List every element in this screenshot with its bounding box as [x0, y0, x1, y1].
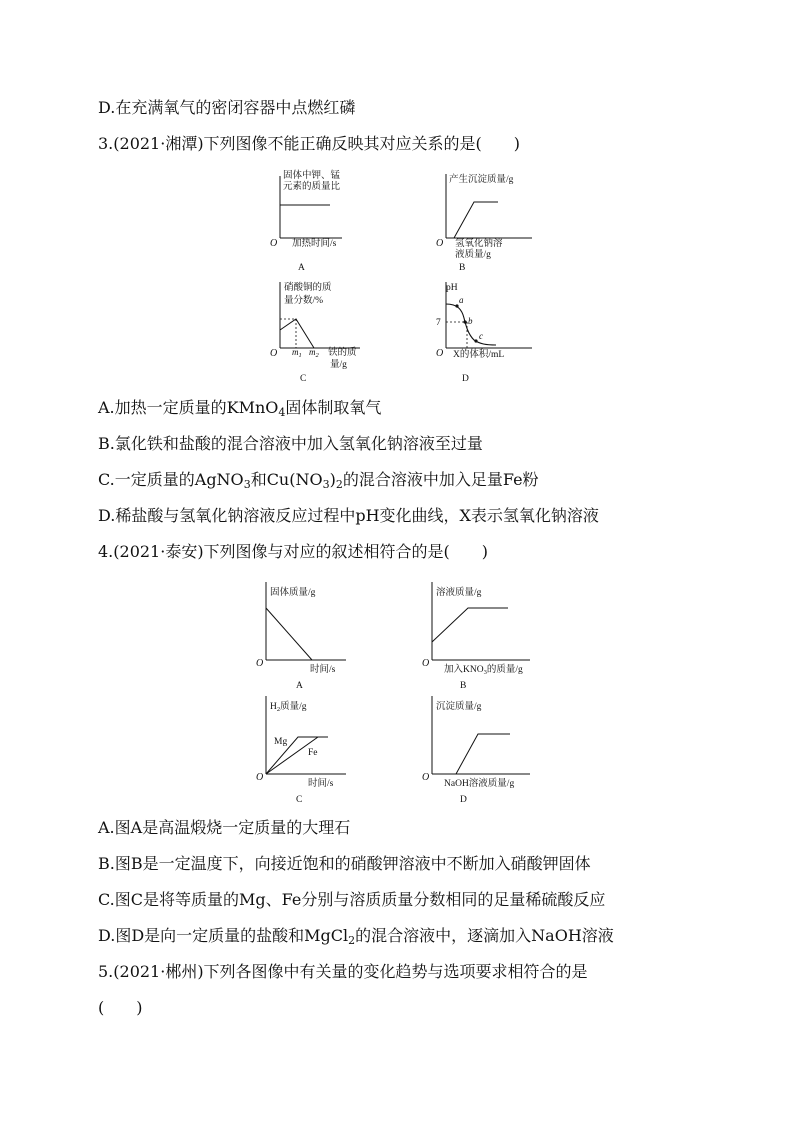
q3c-ylabel-2: 量分数/%	[284, 296, 324, 306]
q3d-letter: D	[462, 374, 469, 384]
q4-option-a: A.图A是高温煅烧一定质量的大理石	[98, 818, 351, 837]
question-5-blank: ( )	[98, 998, 143, 1017]
q3-option-b: B.氯化铁和盐酸的混合溶液中加入氢氧化钠溶液至过量	[98, 434, 483, 453]
q4-graph-d	[418, 692, 538, 804]
q4d-letter: D	[460, 795, 467, 804]
q3b-xlabel-2: 液质量/g	[455, 250, 491, 260]
q4b-xlabel-post: 的质量/g	[486, 665, 523, 675]
q4b-origin: O	[422, 658, 430, 669]
q4a-ylabel: 固体质量/g	[270, 588, 316, 598]
q4-option-b: B.图B是一定温度下，向接近饱和的硝酸钾溶液中不断加入硝酸钾固体	[98, 854, 591, 873]
q3-option-d: D.稀盐酸与氢氧化钠溶液反应过程中pH变化曲线，X表示氢氧化钠溶液	[98, 506, 599, 525]
q3c-m1: m	[292, 347, 299, 357]
q3d-point-c: c	[479, 331, 483, 341]
q3a-letter: A	[298, 263, 305, 273]
question-4-title: 4.(2021·泰安)下列图像与对应的叙述相符合的是( )	[98, 542, 489, 561]
q4d-ylabel: 沉淀质量/g	[436, 702, 482, 712]
q4b-ylabel: 溶液质量/g	[436, 588, 482, 598]
question-5-title: 5.(2021·郴州)下列各图像中有关量的变化趋势与选项要求相符合的是	[98, 962, 588, 981]
svg-text:m1	[292, 347, 302, 359]
q3-graph-d	[432, 278, 542, 388]
q4-graph-b	[418, 578, 538, 690]
q3d-ylabel: pH	[446, 283, 458, 293]
q4c-origin: O	[256, 772, 264, 783]
q3c-m1-sub: 1	[298, 352, 302, 359]
q3a-origin: O	[270, 238, 278, 249]
q3b-origin: O	[436, 238, 444, 249]
q4c-ylabel-sub: 2	[276, 706, 281, 713]
q3c-m2-sub: 2	[315, 352, 319, 359]
q4b-xlabel-sub: 3	[483, 669, 487, 676]
q3d-point-a: a	[459, 295, 464, 305]
q3c-xlabel-2: 量/g	[330, 360, 347, 370]
q3c-m2: m	[309, 347, 316, 357]
q4-option-d: D.图D是向一定质量的盐酸和MgCl$_2$的混合溶液中，逐滴加入NaOH溶液	[98, 926, 614, 947]
q3c-letter: C	[300, 374, 307, 384]
svg-text:m2	[309, 347, 320, 359]
q4c-fe-label: Fe	[308, 748, 318, 758]
q3c-ylabel-1: 硝酸铜的质	[284, 283, 332, 293]
q4b-letter: B	[460, 681, 467, 690]
q3d-tick-7: 7	[436, 318, 441, 328]
q3b-xlabel-1: 氢氧化钠溶	[455, 239, 503, 249]
option-d-line: D.在充满氧气的密闭容器中点燃红磷	[98, 98, 356, 117]
q3-graph-a	[260, 168, 350, 276]
q3c-xlabel-1: 铁的质	[328, 348, 357, 358]
q4c-ylabel-pre: H	[270, 702, 277, 712]
q3-option-a: A.加热一定质量的KMnO$_4$固体制取氧气	[98, 398, 382, 419]
q3d-xlabel: X的体积/mL	[453, 350, 505, 360]
q4-graph-c	[252, 692, 352, 804]
q3a-ylabel-2: 元素的质量比	[283, 182, 341, 192]
q3b-letter: B	[459, 263, 466, 273]
q3d-origin: O	[436, 348, 444, 359]
q3b-ylabel: 产生沉淀质量/g	[449, 175, 514, 185]
q4c-xlabel: 时间/s	[308, 779, 334, 789]
q3c-origin: O	[270, 348, 278, 359]
q3-option-c: C.一定质量的AgNO$_3$和$Cu(NO_3)_2$的混合溶液中加入足量Fe粉	[98, 470, 539, 491]
q3a-xlabel: 加热时间/s	[292, 239, 337, 249]
q4-option-c: C.图C是将等质量的Mg、Fe分别与溶质质量分数相同的足量稀硫酸反应	[98, 890, 606, 909]
q4d-origin: O	[422, 772, 430, 783]
q4c-ylabel-post: 质量/g	[280, 702, 307, 712]
q4d-xlabel: NaOH溶液质量/g	[444, 779, 515, 789]
q4a-xlabel: 时间/s	[310, 665, 336, 675]
q3-graph-c	[260, 278, 370, 388]
question-3-title: 3.(2021·湘潭)下列图像不能正确反映其对应关系的是( )	[98, 134, 521, 153]
q3-graph-b	[432, 168, 542, 276]
q4a-letter: A	[296, 681, 303, 690]
svg-text:加入KNO3的质量/g	[444, 663, 523, 676]
q4-graph-a	[252, 578, 352, 690]
q3a-ylabel-1: 固体中钾、锰	[283, 171, 341, 181]
q4b-xlabel-pre: 加入KNO	[444, 665, 484, 675]
svg-text:H2质量/g	[270, 700, 307, 713]
q4a-origin: O	[256, 658, 264, 669]
q3d-point-b: b	[468, 316, 473, 326]
q4c-mg-label: Mg	[274, 737, 288, 747]
q4c-letter: C	[296, 795, 303, 804]
